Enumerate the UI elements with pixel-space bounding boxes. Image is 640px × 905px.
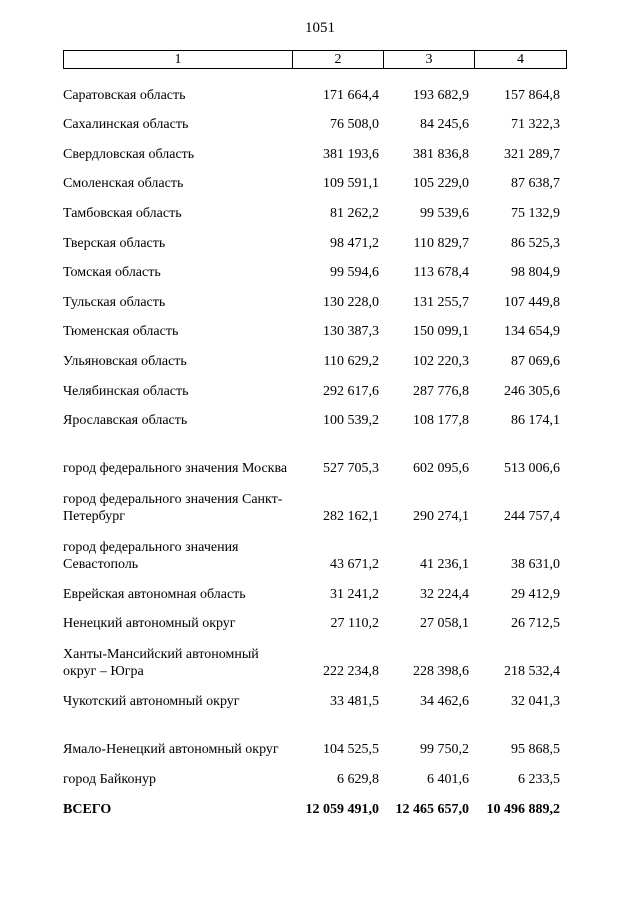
table-row — [63, 252, 583, 282]
table-row — [63, 710, 583, 758]
value-col-3: 108 177,8 — [413, 413, 469, 429]
value-col-2: 104 525,5 — [323, 741, 379, 757]
value-col-4: 32 041,3 — [511, 693, 560, 709]
region-name: Еврейская автономная область — [63, 586, 246, 602]
value-col-4: 86 174,1 — [511, 413, 560, 429]
value-col-2: 33 481,5 — [330, 693, 379, 709]
value-col-2: 43 671,2 — [330, 557, 379, 573]
table-row — [63, 603, 583, 633]
value-col-4: 246 305,6 — [504, 383, 560, 399]
table-row — [63, 370, 583, 400]
value-col-2: 381 193,6 — [323, 146, 379, 162]
value-col-3: 99 539,6 — [420, 205, 469, 221]
value-col-3: 32 224,4 — [420, 586, 469, 602]
value-col-2: 109 591,1 — [323, 176, 379, 192]
value-col-2: 27 110,2 — [330, 616, 379, 632]
value-col-4: 157 864,8 — [504, 87, 560, 103]
region-name: город федерального значения Санкт-Петербург — [63, 492, 283, 525]
value-col-2: 6 629,8 — [337, 771, 379, 787]
table-row — [63, 400, 583, 430]
value-col-4: 26 712,5 — [511, 616, 560, 632]
table-row — [63, 525, 583, 573]
value-col-2: 81 262,2 — [330, 205, 379, 221]
table-row — [63, 429, 583, 477]
value-col-4: 6 233,5 — [518, 771, 560, 787]
column-header-1: 1 — [64, 51, 293, 69]
table-body — [63, 74, 583, 818]
total-label: ВСЕГО — [63, 801, 112, 817]
total-col-2: 12 059 491,0 — [305, 801, 379, 817]
value-col-4: 38 631,0 — [511, 557, 560, 573]
value-col-4: 86 525,3 — [511, 235, 560, 251]
value-col-3: 6 401,6 — [427, 771, 469, 787]
column-header-4: 4 — [475, 51, 567, 69]
region-name: Ханты-Мансийский автономный округ – Югра — [63, 647, 259, 680]
value-col-3: 113 678,4 — [413, 265, 469, 281]
value-col-4: 75 132,9 — [511, 205, 560, 221]
region-name: Смоленская область — [63, 176, 184, 192]
total-row — [63, 792, 583, 818]
region-name: город федерального значения Севастополь — [63, 540, 239, 573]
value-col-3: 287 776,8 — [413, 383, 469, 399]
value-col-2: 282 162,1 — [323, 509, 379, 525]
value-col-3: 193 682,9 — [413, 87, 469, 103]
value-col-4: 71 322,3 — [511, 117, 560, 133]
region-name: Ямало-Ненецкий автономный округ — [63, 741, 279, 757]
total-col-4: 10 496 889,2 — [486, 801, 560, 817]
value-col-4: 244 757,4 — [504, 509, 560, 525]
table-row — [63, 192, 583, 222]
value-col-3: 228 398,6 — [413, 664, 469, 680]
region-name: Сахалинская область — [63, 117, 189, 133]
value-col-4: 134 654,9 — [504, 324, 560, 340]
value-col-2: 76 508,0 — [330, 117, 379, 133]
value-col-2: 222 234,8 — [323, 664, 379, 680]
column-header-table — [63, 50, 567, 69]
value-col-3: 102 220,3 — [413, 353, 469, 369]
value-col-3: 84 245,6 — [420, 117, 469, 133]
value-col-2: 292 617,6 — [323, 383, 379, 399]
region-name: Тульская область — [63, 294, 166, 310]
value-col-4: 87 069,6 — [511, 353, 560, 369]
table-row — [63, 311, 583, 341]
value-col-4: 513 006,6 — [504, 461, 560, 477]
table-row — [63, 758, 583, 788]
page-number: 1051 — [305, 20, 335, 36]
region-name: Тамбовская область — [63, 205, 182, 221]
region-name: город федерального значения Москва — [63, 461, 288, 477]
region-name: Тверская область — [63, 235, 166, 251]
region-name: Ярославская область — [63, 413, 188, 429]
column-header-3: 3 — [384, 51, 475, 69]
region-name: Саратовская область — [63, 87, 186, 103]
table-row — [63, 222, 583, 252]
value-col-3: 41 236,1 — [420, 557, 469, 573]
table-row — [63, 680, 583, 710]
value-col-4: 29 412,9 — [511, 586, 560, 602]
value-col-3: 602 095,6 — [413, 461, 469, 477]
value-col-2: 171 664,4 — [323, 87, 379, 103]
table-row — [63, 104, 583, 134]
total-col-3: 12 465 657,0 — [395, 801, 469, 817]
table-row — [63, 163, 583, 193]
value-col-4: 95 868,5 — [511, 741, 560, 757]
table-row — [63, 573, 583, 603]
table-row — [63, 340, 583, 370]
value-col-2: 98 471,2 — [330, 235, 379, 251]
value-col-3: 27 058,1 — [420, 616, 469, 632]
region-name: Ненецкий автономный округ — [63, 616, 236, 632]
region-name: Свердловская область — [63, 146, 195, 162]
table-row — [63, 281, 583, 311]
value-col-4: 87 638,7 — [511, 176, 560, 192]
value-col-3: 105 229,0 — [413, 176, 469, 192]
value-col-2: 527 705,3 — [323, 461, 379, 477]
column-header-2: 2 — [293, 51, 384, 69]
value-col-2: 99 594,6 — [330, 265, 379, 281]
value-col-3: 150 099,1 — [413, 324, 469, 340]
value-col-3: 99 750,2 — [420, 741, 469, 757]
value-col-4: 218 532,4 — [504, 664, 560, 680]
region-name: Томская область — [63, 265, 161, 281]
value-col-4: 321 289,7 — [504, 146, 560, 162]
table-row — [63, 74, 583, 104]
region-name: Чукотский автономный округ — [63, 693, 240, 709]
value-col-2: 130 387,3 — [323, 324, 379, 340]
table-row — [63, 133, 583, 163]
value-col-3: 110 829,7 — [413, 235, 469, 251]
value-col-2: 100 539,2 — [323, 413, 379, 429]
value-col-2: 31 241,2 — [330, 586, 379, 602]
value-col-3: 290 274,1 — [413, 509, 469, 525]
value-col-2: 110 629,2 — [323, 353, 379, 369]
value-col-3: 34 462,6 — [420, 693, 469, 709]
region-name: Ульяновская область — [63, 353, 187, 369]
table-row — [63, 632, 583, 680]
value-col-3: 131 255,7 — [413, 294, 469, 310]
value-col-4: 98 804,9 — [511, 265, 560, 281]
table-row — [63, 477, 583, 525]
region-name: город Байконур — [63, 771, 156, 787]
region-name: Челябинская область — [63, 383, 189, 399]
region-name: Тюменская область — [63, 324, 179, 340]
value-col-3: 381 836,8 — [413, 146, 469, 162]
value-col-2: 130 228,0 — [323, 294, 379, 310]
value-col-4: 107 449,8 — [504, 294, 560, 310]
